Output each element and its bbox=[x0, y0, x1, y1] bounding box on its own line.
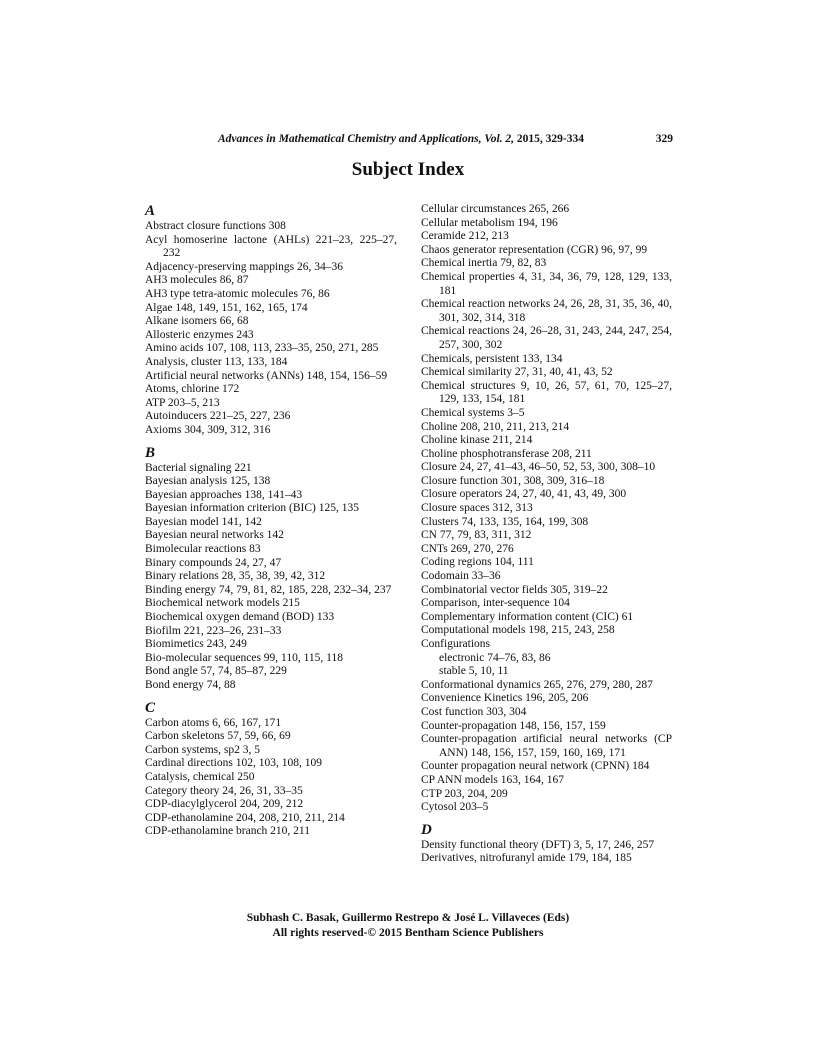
index-entry: Catalysis, chemical 250 bbox=[145, 770, 255, 783]
index-entry: CTP 203, 204, 209 bbox=[421, 787, 508, 800]
page-footer bbox=[0, 911, 816, 941]
index-entry: Ceramide 212, 213 bbox=[421, 230, 509, 243]
index-entry: Bacterial signaling 221 bbox=[145, 461, 252, 474]
index-entry: Chemical structures 9, 10, 26, 57, 61, 70, 125–27, 129, 133, 154, 181 bbox=[421, 379, 672, 406]
index-column-left bbox=[145, 203, 397, 839]
index-entry: Closure spaces 312, 313 bbox=[421, 502, 533, 515]
index-entry: Clusters 74, 133, 135, 164, 199, 308 bbox=[421, 515, 589, 528]
index-entry: Chemical similarity 27, 31, 40, 41, 43, 52 bbox=[421, 366, 613, 379]
index-entry: CN 77, 79, 83, 311, 312 bbox=[421, 529, 532, 542]
index-entry: Atoms, chlorine 172 bbox=[145, 383, 240, 396]
index-entry: Carbon skeletons 57, 59, 66, 69 bbox=[145, 730, 291, 743]
page-title: Subject Index bbox=[351, 159, 465, 180]
index-entry: Configurations bbox=[421, 638, 490, 650]
index-entry: Density functional theory (DFT) 3, 5, 17, 246, 257 bbox=[421, 838, 655, 851]
index-entry: AH3 type tetra-atomic molecules 76, 86 bbox=[145, 287, 330, 300]
index-entry: Abstract closure functions 308 bbox=[145, 220, 286, 232]
index-entry: Cost function 303, 304 bbox=[421, 705, 527, 718]
index-entry: CP ANN models 163, 164, 167 bbox=[421, 773, 565, 786]
index-entry: Analysis, cluster 113, 133, 184 bbox=[145, 355, 288, 368]
index-entry: Bayesian model 141, 142 bbox=[145, 515, 262, 528]
index-entry: Bio-molecular sequences 99, 110, 115, 118 bbox=[145, 651, 344, 664]
index-section bbox=[145, 445, 397, 693]
index-column-right bbox=[421, 203, 672, 866]
index-entry: CDP-ethanolamine branch 210, 211 bbox=[145, 825, 311, 838]
index-section bbox=[421, 822, 672, 866]
index-entry: Algae 148, 149, 151, 162, 165, 174 bbox=[145, 301, 308, 314]
index-entry: Autoinducers 221–25, 227, 236 bbox=[145, 410, 291, 423]
index-entry: Bayesian analysis 125, 138 bbox=[145, 475, 271, 488]
index-entry: Chemical inertia 79, 82, 83 bbox=[421, 257, 547, 270]
index-entry: Bayesian neural networks 142 bbox=[145, 529, 284, 542]
index-entry: Cardinal directions 102, 103, 108, 109 bbox=[145, 757, 322, 770]
index-entry: Comparison, inter-sequence 104 bbox=[421, 597, 570, 610]
index-subentry: stable 5, 10, 11 bbox=[439, 665, 509, 678]
index-entry: Convenience Kinetics 196, 205, 206 bbox=[421, 692, 589, 705]
index-entry: Counter-propagation 148, 156, 157, 159 bbox=[421, 719, 606, 732]
index-entry: Closure function 301, 308, 309, 316–18 bbox=[421, 474, 605, 487]
footer-rights: All rights reserved-© 2015 Bentham Science Publishers bbox=[272, 927, 544, 939]
index-entry: Acyl homoserine lactone (AHLs) 221–23, 225–27, 232 bbox=[145, 233, 397, 260]
journal-citation bbox=[218, 133, 584, 145]
index-entry: Bayesian information criterion (BIC) 125, 135 bbox=[145, 502, 359, 515]
index-entry: Amino acids 107, 108, 113, 233–35, 250, 271, 285 bbox=[145, 342, 379, 355]
index-entry: Counter propagation neural network (CPNN) 184 bbox=[421, 760, 650, 773]
index-section bbox=[421, 203, 672, 815]
index-entry: Biomimetics 243, 249 bbox=[145, 638, 247, 651]
index-entry: Cellular circumstances 265, 266 bbox=[421, 203, 570, 215]
section-letter: A bbox=[145, 203, 156, 219]
footer-editors: Subhash C. Basak, Guillermo Restrepo & José L. Villaveces (Eds) bbox=[246, 912, 570, 924]
index-entry: CNTs 269, 270, 276 bbox=[421, 542, 514, 555]
index-entry: Cellular metabolism 194, 196 bbox=[421, 216, 558, 229]
index-entry: Codomain 33–36 bbox=[421, 570, 501, 583]
index-entry: Binary relations 28, 35, 38, 39, 42, 312 bbox=[145, 570, 326, 583]
index-entry: CDP-ethanolamine 204, 208, 210, 211, 214 bbox=[145, 811, 345, 824]
index-entry: AH3 molecules 86, 87 bbox=[145, 274, 249, 287]
index-entry: Binary compounds 24, 27, 47 bbox=[145, 556, 282, 569]
index-entry: Complementary information content (CIC) 61 bbox=[421, 610, 634, 623]
index-entry: Artificial neural networks (ANNs) 148, 154, 156–59 bbox=[145, 369, 388, 382]
index-entry: Bimolecular reactions 83 bbox=[145, 543, 261, 556]
index-entry: Chemicals, persistent 133, 134 bbox=[421, 352, 563, 365]
index-entry: Chemical reaction networks 24, 26, 28, 31, 35, 36, 40, 301, 302, 314, 318 bbox=[421, 298, 672, 324]
index-entry: Category theory 24, 26, 31, 33–35 bbox=[145, 784, 303, 797]
index-entry: Bond energy 74, 88 bbox=[145, 679, 236, 691]
index-entry: Choline kinase 211, 214 bbox=[421, 434, 533, 447]
index-entry: Binding energy 74, 79, 81, 82, 185, 228, 232–34, 237 bbox=[145, 583, 392, 596]
index-entry: Chemical reactions 24, 26–28, 31, 243, 244, 247, 254, 257, 300, 302 bbox=[421, 325, 672, 351]
index-entry: ATP 203–5, 213 bbox=[145, 396, 220, 409]
index-entry: Closure 24, 27, 41–43, 46–50, 52, 53, 300, 308–10 bbox=[421, 461, 656, 474]
index-entry: Alkane isomers 66, 68 bbox=[145, 315, 249, 328]
index-entry: Chaos generator representation (CGR) 96, 97, 99 bbox=[421, 243, 648, 256]
page-number: 329 bbox=[655, 133, 673, 145]
index-entry: Computational models 198, 215, 243, 258 bbox=[421, 624, 615, 637]
section-letter: C bbox=[145, 699, 156, 716]
index-entry: Derivatives, nitrofuranyl amide 179, 184, 185 bbox=[421, 852, 632, 865]
index-entry: Bayesian approaches 138, 141–43 bbox=[145, 488, 303, 501]
index-entry: Biochemical oxygen demand (BOD) 133 bbox=[145, 611, 335, 624]
index-section bbox=[145, 203, 397, 438]
index-entry: Choline 208, 210, 211, 213, 214 bbox=[421, 420, 570, 433]
journal-name: Advances in Mathematical Chemistry and Applications, Vol. 2, bbox=[218, 133, 515, 145]
index-entry: Chemical properties 4, 31, 34, 36, 79, 128, 129, 133, 181 bbox=[421, 270, 672, 297]
index-entry: Allosteric enzymes 243 bbox=[145, 328, 254, 341]
section-letter: D bbox=[421, 821, 432, 838]
journal-year-pages: 2015, 329-334 bbox=[514, 133, 585, 145]
index-section bbox=[145, 700, 397, 839]
index-entry: Biochemical network models 215 bbox=[145, 597, 300, 610]
index-entry: Coding regions 104, 111 bbox=[421, 556, 534, 569]
index-entry: Closure operators 24, 27, 40, 41, 43, 49, 300 bbox=[421, 488, 627, 501]
index-entry: Carbon systems, sp2 3, 5 bbox=[145, 743, 260, 756]
index-entry: Cytosol 203–5 bbox=[421, 801, 489, 814]
index-subentry: electronic 74–76, 83, 86 bbox=[439, 651, 551, 664]
index-entry: CDP-diacylglycerol 204, 209, 212 bbox=[145, 798, 304, 811]
index-entry: Chemical systems 3–5 bbox=[421, 406, 525, 419]
index-entry: Counter-propagation artificial neural networks (CP ANN) 148, 156, 157, 159, 160, 169, 171 bbox=[421, 733, 672, 759]
index-entry: Combinatorial vector fields 305, 319–22 bbox=[421, 583, 608, 596]
index-entry: Biofilm 221, 223–26, 231–33 bbox=[145, 624, 282, 637]
running-header bbox=[0, 133, 816, 149]
index-entry: Carbon atoms 6, 66, 167, 171 bbox=[145, 716, 282, 729]
index-entry: Adjacency-preserving mappings 26, 34–36 bbox=[145, 260, 344, 273]
section-letter: B bbox=[145, 444, 156, 461]
index-entry: Choline phosphotransferase 208, 211 bbox=[421, 447, 592, 460]
index-entry: Axioms 304, 309, 312, 316 bbox=[145, 423, 271, 436]
index-entry: Bond angle 57, 74, 85–87, 229 bbox=[145, 665, 287, 678]
index-entry: Conformational dynamics 265, 276, 279, 280, 287 bbox=[421, 678, 653, 691]
